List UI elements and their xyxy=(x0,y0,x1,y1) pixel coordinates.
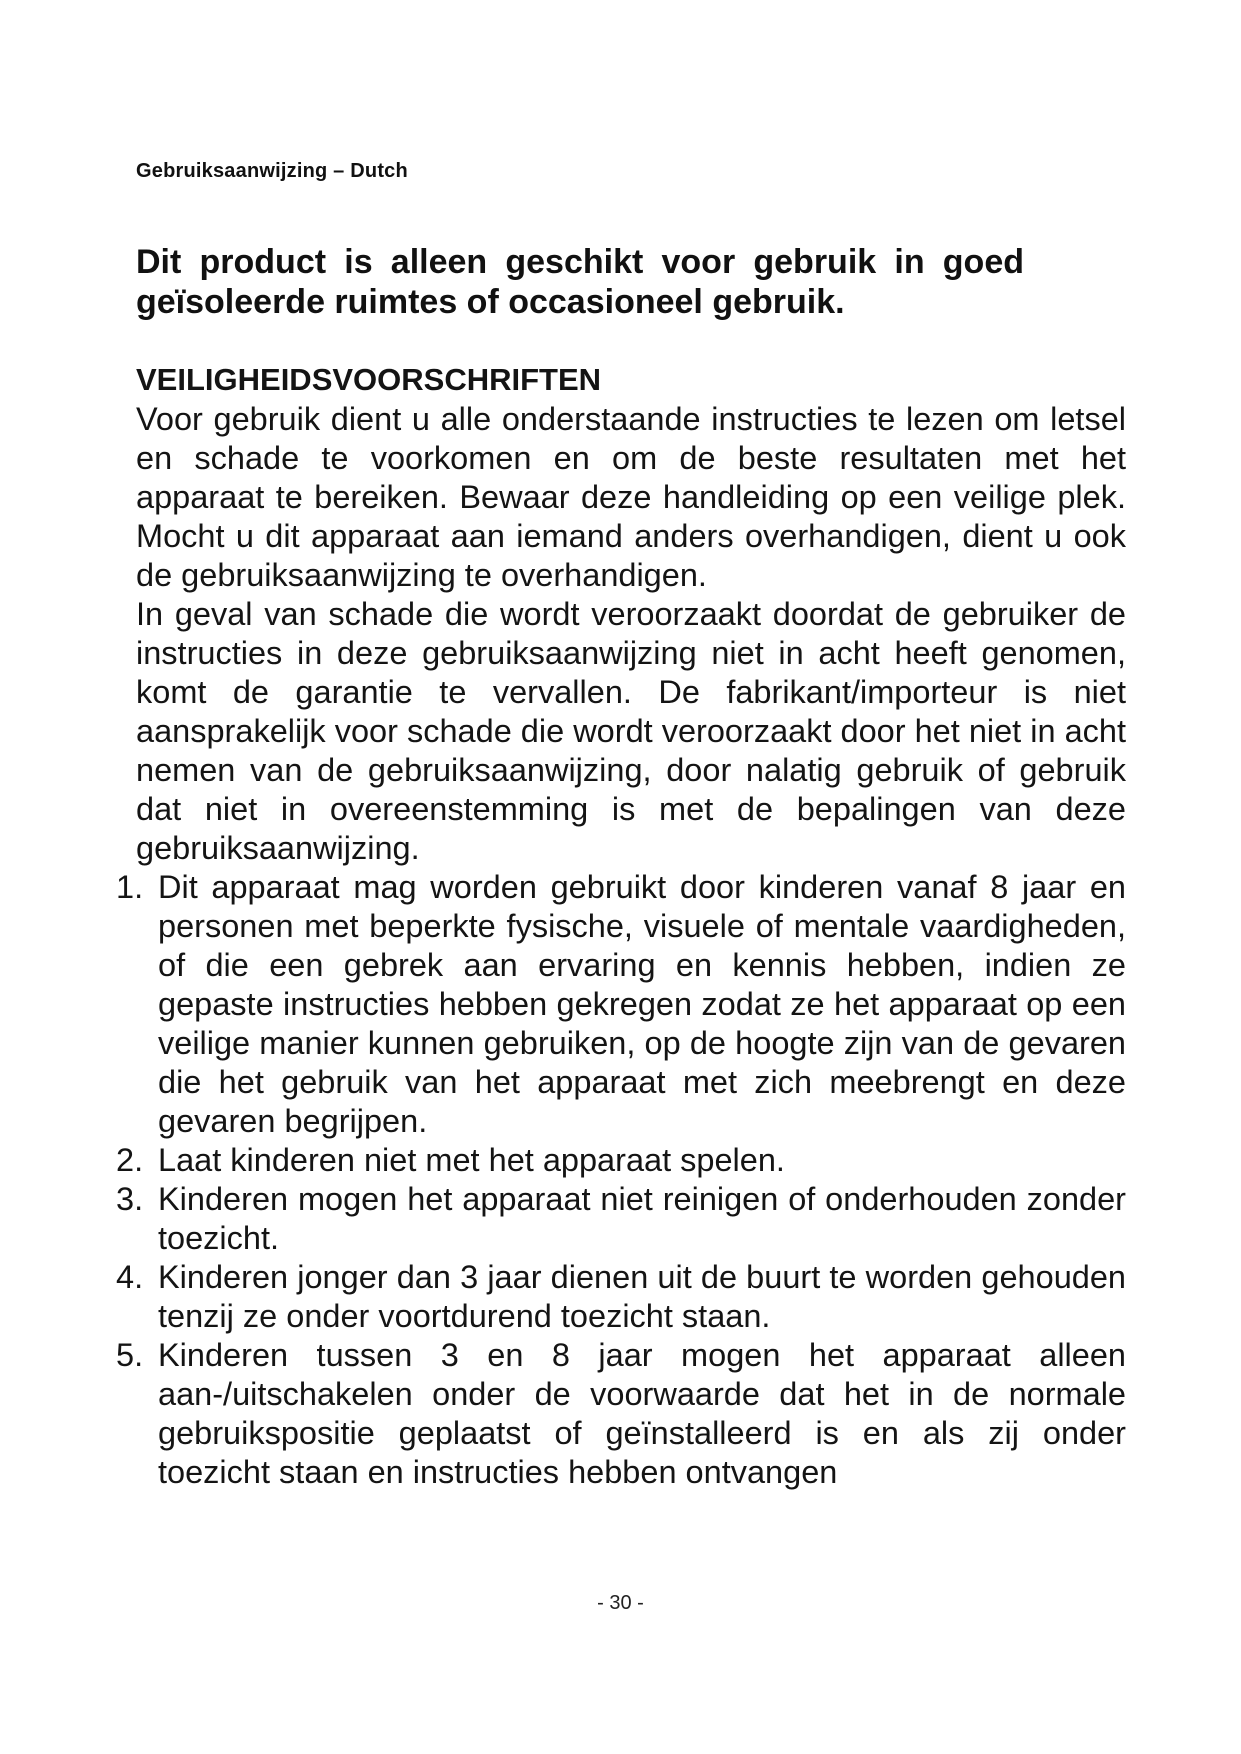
list-item-text: Kinderen tussen 3 en 8 jaar mogen het apparaat alleen aan-/uitschakelen onder de voorwaarde dat het in de normale gebruikspositie geplaatst of geïnstalleerd is en als zij onder toezicht staan en instructies hebben ontvangen xyxy=(158,1337,1126,1490)
list-item xyxy=(116,1336,1126,1492)
list-item xyxy=(116,1180,1126,1258)
list-item-text: Kinderen jonger dan 3 jaar dienen uit de buurt te worden gehouden tenzij ze onder voortdurend toezicht staan. xyxy=(158,1259,1126,1334)
document-language-header: Gebruiksaanwijzing – Dutch xyxy=(136,160,408,182)
list-item xyxy=(116,868,1126,1141)
liability-paragraph: In geval van schade die wordt veroorzaakt doordat de gebruiker de instructies in deze gebruiksaanwijzing niet in acht heeft genomen, komt de garantie te vervallen. De fabrikant/importeur is niet aansprakelijk voor schade die wordt veroorzaakt door het niet in acht nemen van de gebruiksaanwijzing, door nalatig gebruik of gebruik dat niet in overeenstemming is met de bepalingen van deze gebruiksaanwijzing. xyxy=(136,596,1126,866)
list-item-number: 2. xyxy=(116,1142,144,1178)
list-item-number: 1. xyxy=(116,869,144,905)
intro-paragraph: Voor gebruik dient u alle onderstaande instructies te lezen om letsel en schade te voorkomen en om de beste resultaten met het apparaat te bereiken. Bewaar deze handleiding op een veilige plek. Mocht u dit apparaat aan iemand anders overhandigen, dient u ook de gebruiksaanwijzing te overhandigen. xyxy=(136,401,1126,593)
list-item xyxy=(116,1141,1126,1180)
usage-warning-headline: Dit product is alleen geschikt voor gebruik in goed geïsoleerde ruimtes of occasioneel gebruik. xyxy=(136,243,1024,321)
page-number: - 30 - xyxy=(597,1592,644,1614)
list-item-text: Laat kinderen niet met het apparaat spelen. xyxy=(158,1142,785,1178)
list-item-number: 3. xyxy=(116,1181,144,1217)
list-item-text: Kinderen mogen het apparaat niet reinigen of onderhouden zonder toezicht. xyxy=(158,1181,1126,1256)
list-item-text: Dit apparaat mag worden gebruikt door kinderen vanaf 8 jaar en personen met beperkte fysische, visuele of mentale vaardigheden, of die een gebrek aan ervaring en kennis hebben, indien ze gepaste instructies hebben gekregen zodat ze het apparaat op een veilige manier kunnen gebruiken, op de hoogte zijn van de gevaren die het gebruik van het apparaat met zich meebrengt en deze gevaren begrijpen. xyxy=(158,869,1126,1139)
list-item-number: 5. xyxy=(116,1337,144,1373)
list-item xyxy=(116,1258,1126,1336)
safety-rules-list xyxy=(116,868,1126,1492)
section-title: VEILIGHEIDSVOORSCHRIFTEN xyxy=(136,362,602,397)
list-item-number: 4. xyxy=(116,1259,144,1295)
safety-section xyxy=(116,360,1126,1492)
